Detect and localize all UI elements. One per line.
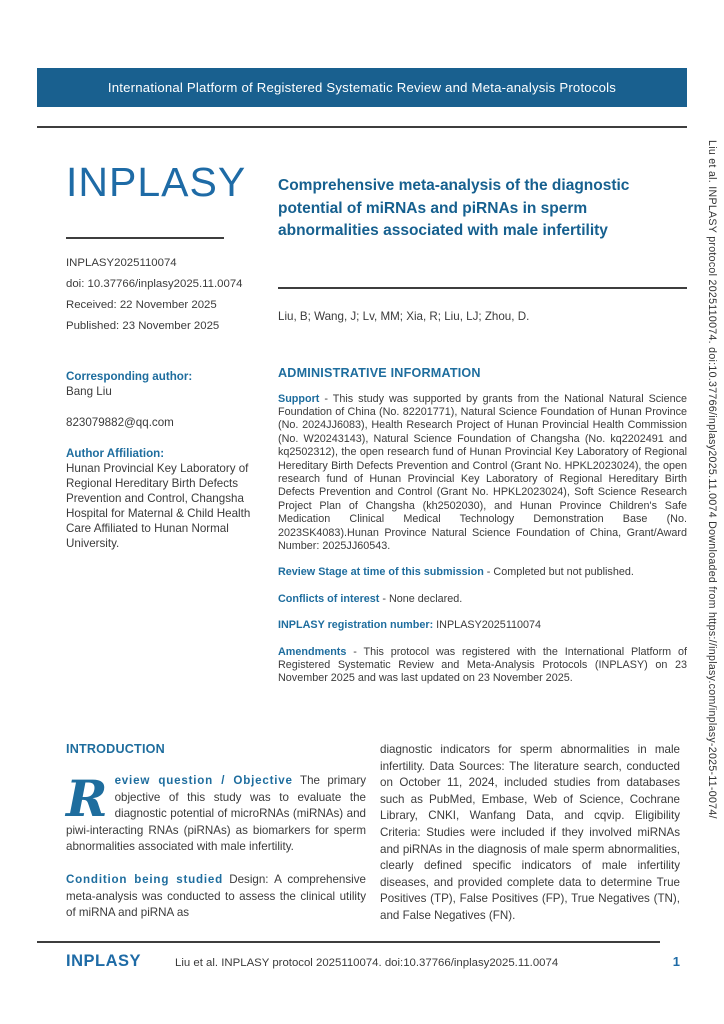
doi: doi: 10.37766/inplasy2025.11.0074 <box>66 278 243 290</box>
introduction-heading: INTRODUCTION <box>66 742 165 756</box>
inplasy-logo: INPLASY <box>66 159 247 205</box>
amendments-text: - This protocol was registered with the International Platform of Registered Systematic Review and Meta-Analysis Protocols (INPLASY) on 23 November 2025 and was last updated on 23 November 2025. <box>278 645 687 685</box>
conflicts-paragraph <box>278 593 687 606</box>
sidebar-citation-vertical: Liu et al. INPLASY protocol 2025110074. doi:10.37766/inplasy2025.11.0074 Downloaded from https://inplasy.com/inplasy-2025-11-0074/ <box>706 140 718 819</box>
objective-text: The primary objective of this study was to evaluate the diagnostic potential of microRNAs (miRNAs) and piwi-interacting RNAs (piRNAs) as biomarkers for sperm abnormalities associated with male infertility. <box>66 774 366 854</box>
registration-number-label: INPLASY registration number: <box>278 619 434 632</box>
footer <box>66 952 680 971</box>
condition-paragraph-right: diagnostic indicators for sperm abnormalities in male infertility. Data Sources: The literature search, conducted on October 11, 2024, included studies from databases such as PubMed, Embase, Web of Science, Cochrane Library, CNKI, Wanfang Data, and cqvip. Eligibility Criteria: Studies were included if they involved miRNAs and piRNAs in the diagnosis of male sperm abnormalities, clearly defined specific indicators of male infertility diseases, and provided complete data to determine True Positives (TP), False Positives (FP), True Negatives (TN), and False Negatives (FN). <box>380 743 680 922</box>
platform-banner-title: International Platform of Registered Systematic Review and Meta-analysis Protocols <box>107 80 617 95</box>
footer-citation: Liu et al. INPLASY protocol 2025110074. doi:10.37766/inplasy2025.11.0074 <box>175 957 559 969</box>
introduction-right-column <box>380 742 680 925</box>
support-label: Support <box>278 392 320 405</box>
registration-number-paragraph <box>278 619 687 632</box>
registration-id: INPLASY2025110074 <box>66 257 177 269</box>
article-column <box>278 175 687 686</box>
authors-divider <box>278 287 687 289</box>
objective-paragraph <box>66 769 366 856</box>
corresponding-author-name: Bang Liu <box>66 385 112 398</box>
conflicts-text: - None declared. <box>379 592 463 605</box>
conflicts-label: Conflicts of interest <box>278 592 380 605</box>
introduction-section <box>66 742 680 925</box>
footer-logo: INPLASY <box>66 952 142 970</box>
platform-banner <box>37 68 687 107</box>
header-divider <box>37 126 687 128</box>
dropcap-letter: R <box>66 769 108 828</box>
objective-label: eview question / Objective <box>114 774 293 787</box>
affiliation-label: Author Affiliation: <box>66 447 165 460</box>
support-text: - This study was supported by grants from the National Natural Science Foundation of China (No. 82201771), Natural Science Foundation of Hunan Province (No. 2024JJ6083), Health Research Project of Hunan Provincial Health Commission (No. W20243143), Natural Science Foundation of Changsha (No. kq2202491 and kq2502312), the open research fund of Hunan Provincial Key Laboratory of Regional Hereditary Birth Defects Prevention and Control (Grant No. HPKL2023024), the open research fund of Hunan Provincial Key Laboratory of Regional Hereditary Birth Defects Prevention and Control (Grant No. HPKL2023024), Soft Science Research Project Plan of Changsha (kh2502030), and Hunan Province Children's Safe Medication Clinical Medical Technology Demonstration Base (No. 2023SK4083).Hunan Province Natural Science Foundation of China, Grant/Award Number: 2025JJ60543. <box>278 392 687 552</box>
corresponding-author-email: 823079882@qq.com <box>66 416 174 429</box>
published-date: Published: 23 November 2025 <box>66 320 220 332</box>
amendments-label: Amendments <box>278 645 347 658</box>
review-stage-paragraph <box>278 566 687 579</box>
admin-section-heading: ADMINISTRATIVE INFORMATION <box>278 365 481 380</box>
page-number: 1 <box>672 954 680 969</box>
affiliation-text: Hunan Provincial Key Laboratory of Regional Hereditary Birth Defects Prevention and Control, Changsha Hospital for Maternal & Child Health Care Affiliated to Hunan Normal University. <box>66 462 251 550</box>
condition-text-left: Design: A comprehensive meta-analysis was conducted to assess the clinical utility of miRNA and piRNA as <box>66 872 366 920</box>
footer-divider <box>37 941 660 943</box>
registration-number-text: INPLASY2025110074 <box>433 619 542 632</box>
condition-paragraph-left <box>66 872 366 922</box>
authors-list: Liu, B; Wang, J; Lv, MM; Xia, R; Liu, LJ; Zhou, D. <box>278 309 530 323</box>
received-date: Received: 22 November 2025 <box>66 299 217 311</box>
masthead-column <box>66 158 270 551</box>
review-stage-label: Review Stage at time of this submission <box>278 566 484 579</box>
introduction-left-column <box>66 742 366 925</box>
article-title: Comprehensive meta-analysis of the diagnostic potential of miRNAs and piRNAs in sperm abnormalities associated with male infertility <box>278 177 630 239</box>
logo-divider <box>66 237 224 239</box>
amendments-paragraph <box>278 646 687 686</box>
condition-label: Condition being studied <box>66 872 224 886</box>
support-paragraph <box>278 393 687 554</box>
review-stage-text: - Completed but not published. <box>483 566 634 579</box>
corresponding-author-label: Corresponding author: <box>66 370 193 383</box>
